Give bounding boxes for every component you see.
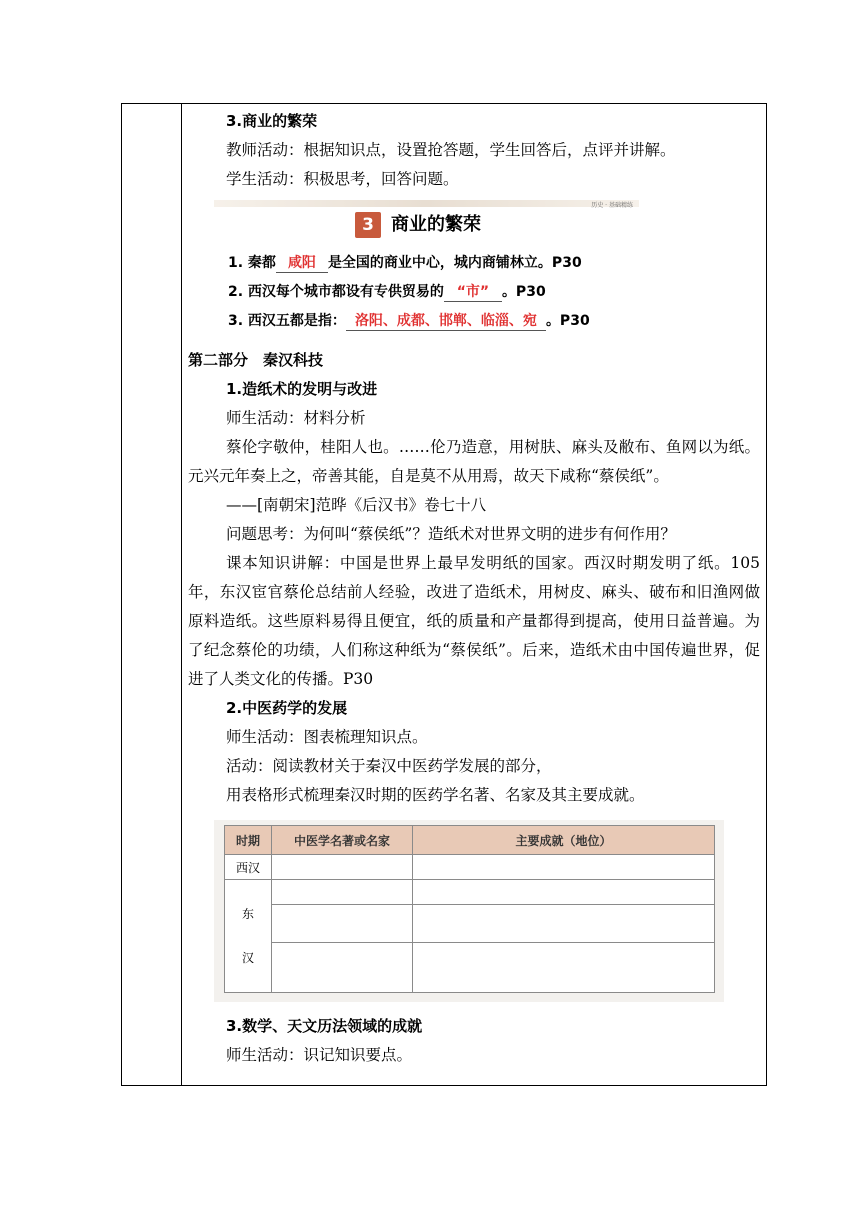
period-char-2: 汉 [241,951,254,966]
figure-number-badge: 3 [355,212,381,238]
quiz-line-2 [228,281,546,302]
part-two-heading: 第二部分 秦汉科技 [188,351,324,369]
quiz-2-prefix: 2. 西汉每个城市都设有专供贸易的 [228,284,444,300]
row-period-western-han: 西汉 [225,855,272,880]
figure-title: 商业的繁荣 [391,214,481,235]
quiz-line-3 [228,310,590,331]
student-activity: 学生活动：积极思考，回答问题。 [226,170,459,188]
papermaking-explanation: 课本知识讲解：中国是世界上最早发明纸的国家。西汉时期发明了纸。105年，东汉宦官蔡伦总结前人经验，改进了造纸术，用树皮、麻头、破布和旧渔网做原料造纸。这些原料易得且便宜，纸的质量和产量都得到提高，使用日益普遍。为了纪念蔡伦的功绩，人们称这种纸为“蔡侯纸”。后来，造纸术由中国传遍世界，促进了人类文化的传播。P30 [188,554,760,688]
blank-cell [272,855,413,880]
blank-cell [413,942,715,992]
lesson-content-cell [188,107,760,1070]
papermaking-activity: 师生活动：材料分析 [226,409,366,427]
medicine-task-2: 用表格形式梳理秦汉时期的医药学名著、名家及其主要成就。 [226,786,645,804]
papermaking-title: 1.造纸术的发明与改进 [226,380,378,398]
math-astronomy-title: 3.数学、天文历法领域的成就 [226,1017,423,1035]
row-period-eastern-han [225,880,272,993]
quiz-line-1 [228,252,582,273]
medicine-worksheet-table [224,825,715,993]
quiz-3-prefix: 3. 西汉五都是指： [228,313,346,329]
quiz-2-suffix: 。P30 [501,284,546,300]
figure-header-band [214,200,639,207]
blank-cell [413,880,715,905]
blank-cell [413,855,715,880]
quiz-1-suffix: 是全国的商业中心，城内商铺林立。P30 [327,255,582,271]
quiz-1-prefix: 1. 秦都 [228,255,276,271]
teacher-activity: 教师活动：根据知识点，设置抢答题，学生回答后，点评并讲解。 [226,141,676,159]
papermaking-question: 问题思考：为何叫“蔡侯纸”？造纸术对世界文明的进步有何作用？ [226,525,676,543]
medicine-activity: 师生活动：图表梳理知识点。 [226,728,428,746]
quiz-3-answer: 洛阳、成都、邯郸、临淄、宛 [346,310,546,331]
medicine-title: 2.中医药学的发展 [226,699,348,717]
blank-cell [272,880,413,905]
quiz-1-answer: 咸阳 [276,252,328,273]
section-title-commerce: 3.商业的繁荣 [226,112,318,130]
blank-cell [272,942,413,992]
col-header-works: 中医学名著或名家 [272,826,413,855]
table-column-divider [181,103,182,1086]
col-header-period: 时期 [225,826,272,855]
blank-cell [413,905,715,942]
period-char-1: 东 [241,907,254,922]
papermaking-quote: 蔡伦字敬仲，桂阳人也。……伦乃造意，用树肤、麻头及敝布、鱼网以为纸。元兴元年奏上之，帝善其能，自是莫不从用焉，故天下咸称“蔡侯纸”。 [188,438,760,485]
quiz-2-answer: “市” [444,281,502,302]
medicine-task-1: 活动：阅读教材关于秦汉中医药学发展的部分， [226,757,552,775]
quiz-3-suffix: 。P30 [545,313,590,329]
col-header-achievements: 主要成就（地位） [413,826,715,855]
math-astronomy-activity: 师生活动：识记知识要点。 [226,1046,413,1064]
commerce-figure [214,200,639,340]
blank-cell [272,905,413,942]
medicine-table-figure [214,820,724,1002]
figure-header-tag: 历史 · 基础精练 [591,202,633,209]
quote-source: ——[南朝宋]范晔《后汉书》卷七十八 [226,496,487,514]
